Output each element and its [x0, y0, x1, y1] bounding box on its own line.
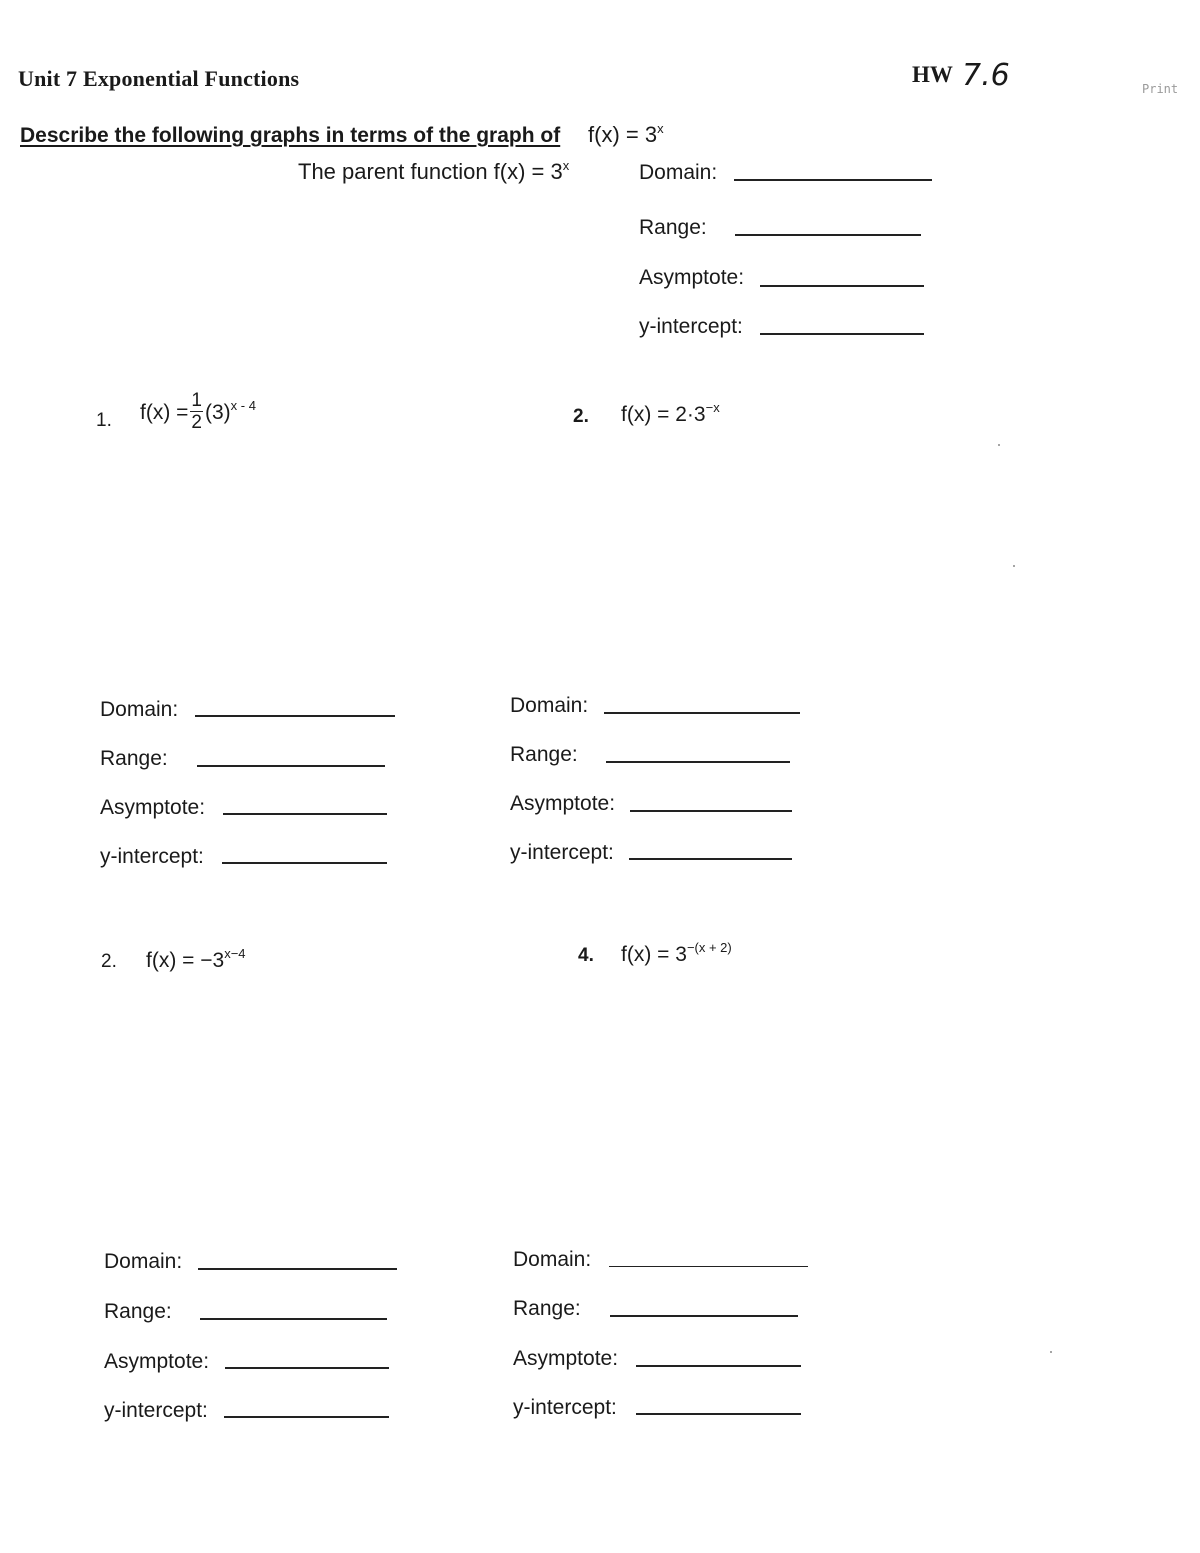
instruction-function-exponent: x [657, 121, 664, 136]
problem-1-yintercept-label: y-intercept: [100, 845, 204, 868]
scan-speck [1013, 565, 1015, 567]
instruction-text: Describe the following graphs in terms of the graph of [20, 124, 561, 147]
problem-3-yintercept-label: y-intercept: [104, 1399, 208, 1422]
problem-4-function [621, 940, 732, 967]
problem-4-range-blank[interactable] [610, 1315, 798, 1317]
problem-1-fn-base: (3) [205, 401, 231, 425]
parent-yintercept-label: y-intercept: [639, 315, 743, 338]
problem-1-range-blank[interactable] [197, 765, 385, 767]
instruction-function [588, 122, 664, 148]
problem-3-number: 2. [101, 951, 117, 972]
parent-function-label [298, 159, 569, 185]
problem-1-number: 1. [96, 410, 112, 431]
problem-2-fn-exponent: −x [705, 400, 720, 415]
problem-2-number: 2. [573, 406, 589, 427]
problem-3-domain-blank[interactable] [198, 1268, 397, 1270]
problem-2-function [621, 400, 720, 427]
problem-2-asymptote-label: Asymptote: [510, 792, 616, 815]
problem-2-domain-label: Domain: [510, 694, 589, 717]
problem-4-domain-blank[interactable] [609, 1266, 808, 1267]
scan-speck [1050, 1351, 1052, 1353]
hw-label: HW [912, 62, 953, 87]
problem-4-yintercept-blank[interactable] [636, 1413, 801, 1415]
problem-4-asymptote-blank[interactable] [636, 1365, 801, 1367]
problem-2-yintercept-blank[interactable] [629, 858, 792, 860]
parent-function-base: The parent function f(x) = 3 [298, 159, 563, 184]
problem-3-asymptote-label: Asymptote: [104, 1350, 210, 1373]
parent-function-exponent: x [562, 158, 570, 173]
problem-1-fn-exponent: x - 4 [230, 398, 256, 414]
problem-1-domain-label: Domain: [100, 698, 179, 721]
parent-domain-blank[interactable] [734, 179, 932, 181]
parent-asymptote-label: Asymptote: [639, 266, 745, 289]
problem-4-domain-label: Domain: [513, 1248, 592, 1271]
problem-3-fn-exponent: x−4 [224, 946, 246, 961]
problem-1-fraction-numerator: 1 [191, 390, 202, 411]
problem-3-yintercept-blank[interactable] [224, 1416, 389, 1418]
parent-yintercept-blank[interactable] [760, 333, 924, 335]
problem-1-asymptote-blank[interactable] [223, 813, 387, 815]
problem-1-fn-prefix: f(x) = [140, 401, 189, 425]
scan-speck [998, 444, 1000, 446]
parent-asymptote-blank[interactable] [760, 285, 924, 287]
problem-3-fn-base: f(x) = −3 [146, 949, 225, 972]
problem-1-range-label: Range: [100, 747, 168, 770]
problem-4-fn-base: f(x) = 3 [621, 943, 687, 966]
problem-2-range-blank[interactable] [606, 761, 790, 763]
problem-1-fraction [190, 391, 203, 432]
problem-4-asymptote-label: Asymptote: [513, 1347, 619, 1370]
instruction-function-base: f(x) = 3 [588, 122, 658, 147]
problem-1-asymptote-label: Asymptote: [100, 796, 206, 819]
parent-range-blank[interactable] [735, 234, 921, 236]
problem-2-range-label: Range: [510, 743, 578, 766]
problem-1-yintercept-blank[interactable] [222, 862, 387, 864]
problem-3-range-blank[interactable] [200, 1318, 387, 1320]
problem-3-range-label: Range: [104, 1300, 172, 1323]
problem-1-function [140, 390, 256, 434]
problem-4-yintercept-label: y-intercept: [513, 1396, 617, 1419]
problem-1-domain-blank[interactable] [195, 715, 395, 717]
parent-domain-label: Domain: [639, 161, 718, 184]
problem-3-asymptote-blank[interactable] [225, 1367, 389, 1369]
problem-2-domain-blank[interactable] [604, 712, 800, 714]
problem-4-number: 4. [578, 945, 594, 966]
problem-3-function [146, 946, 246, 973]
unit-title: Unit 7 Exponential Functions [18, 66, 300, 91]
problem-4-range-label: Range: [513, 1297, 581, 1320]
print-link[interactable]: Print [1142, 82, 1179, 96]
problem-2-fn-base: f(x) = 2·3 [621, 403, 706, 426]
problem-1-fraction-denominator: 2 [191, 412, 202, 433]
problem-3-domain-label: Domain: [104, 1250, 183, 1273]
hw-number: 7.6 [962, 58, 1010, 93]
problem-2-asymptote-blank[interactable] [630, 810, 792, 812]
problem-4-fn-exponent: −(x + 2) [686, 940, 732, 955]
parent-range-label: Range: [639, 216, 707, 239]
problem-2-yintercept-label: y-intercept: [510, 841, 614, 864]
